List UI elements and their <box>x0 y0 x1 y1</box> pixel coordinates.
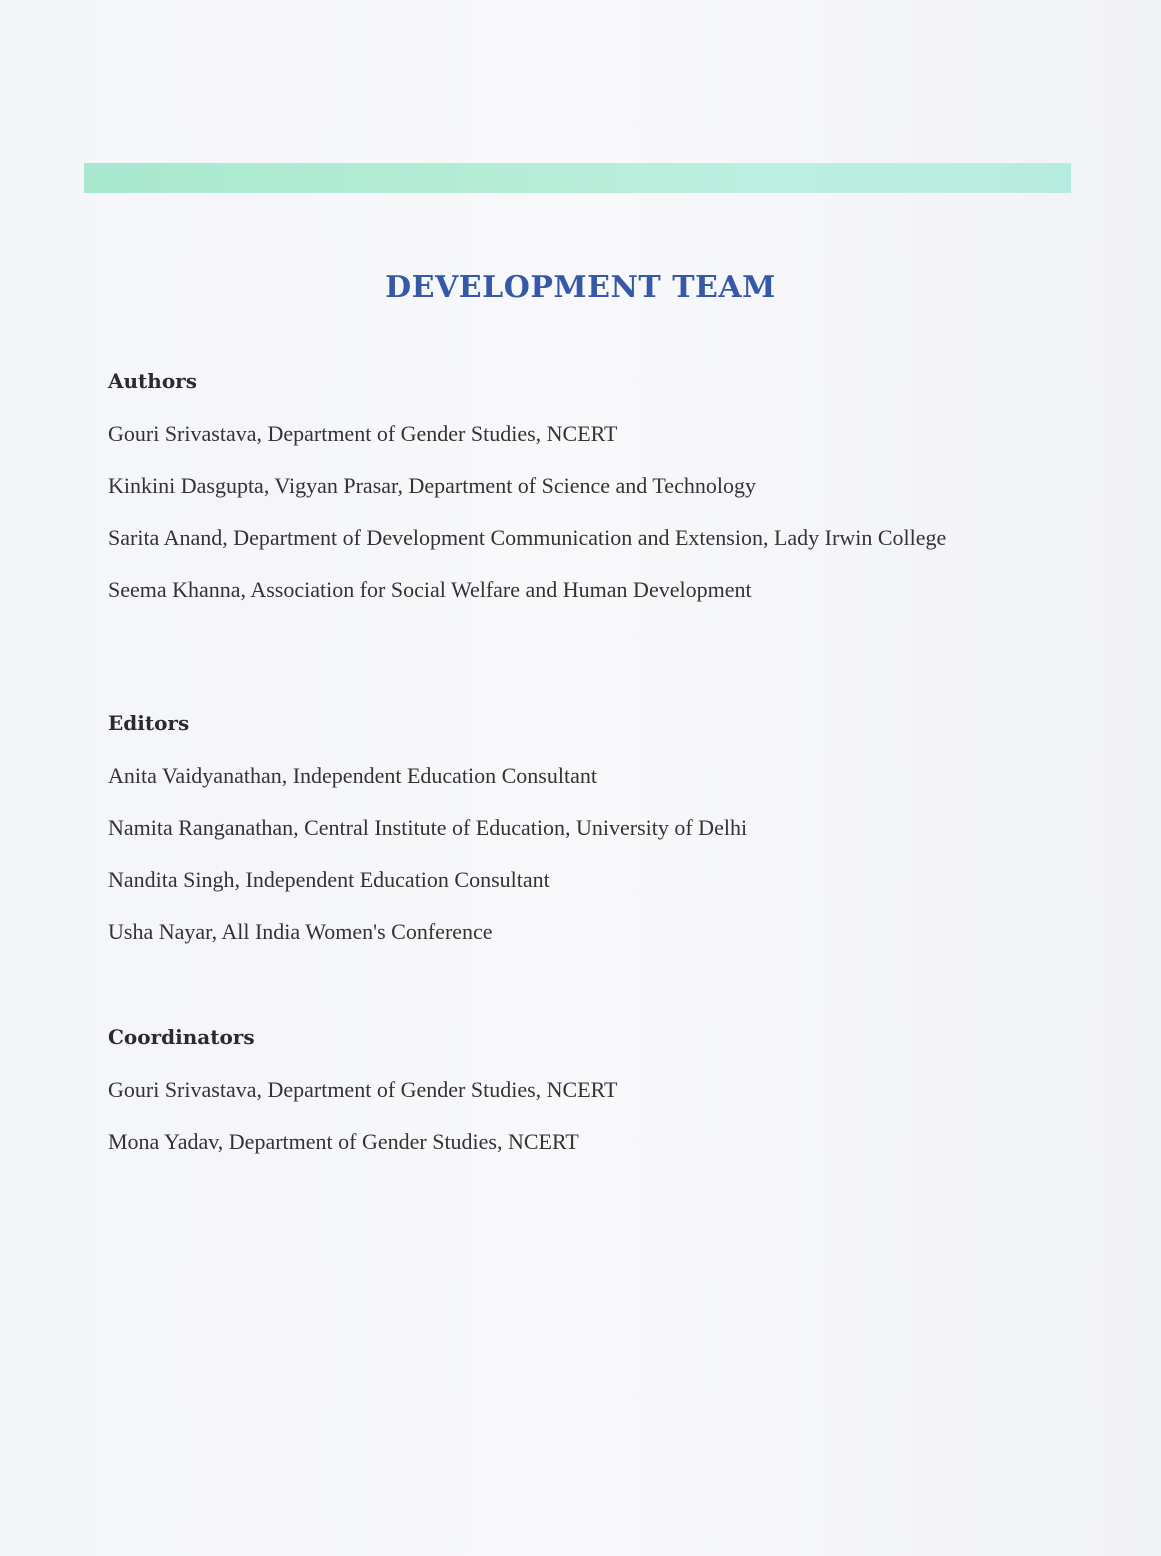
coordinator-entry: Gouri Srivastava, Department of Gender Studies, NCERT <box>108 1077 618 1102</box>
section-heading-coordinators: Coordinators <box>108 1025 255 1049</box>
section-heading-authors: Authors <box>108 369 197 393</box>
coordinators-section <box>108 1025 1068 1180</box>
editor-entry: Anita Vaidyanathan, Independent Education Consultant <box>108 763 597 788</box>
author-entry: Sarita Anand, Department of Development Communication and Extension, Lady Irwin College <box>108 525 947 550</box>
page-title: DEVELOPMENT TEAM <box>385 270 776 305</box>
editors-section <box>108 711 1068 970</box>
editor-entry: Nandita Singh, Independent Education Consultant <box>108 867 550 892</box>
author-entry: Kinkini Dasgupta, Vigyan Prasar, Department of Science and Technology <box>108 473 756 498</box>
decorative-header-band <box>84 163 1071 193</box>
author-entry: Seema Khanna, Association for Social Welfare and Human Development <box>108 577 752 602</box>
author-entry: Gouri Srivastava, Department of Gender Studies, NCERT <box>108 421 618 446</box>
section-heading-editors: Editors <box>108 711 190 735</box>
editor-entry: Usha Nayar, All India Women's Conference <box>108 919 493 944</box>
authors-section <box>108 369 1068 628</box>
editor-entry: Namita Ranganathan, Central Institute of Education, University of Delhi <box>108 815 748 840</box>
coordinator-entry: Mona Yadav, Department of Gender Studies, NCERT <box>108 1129 579 1154</box>
